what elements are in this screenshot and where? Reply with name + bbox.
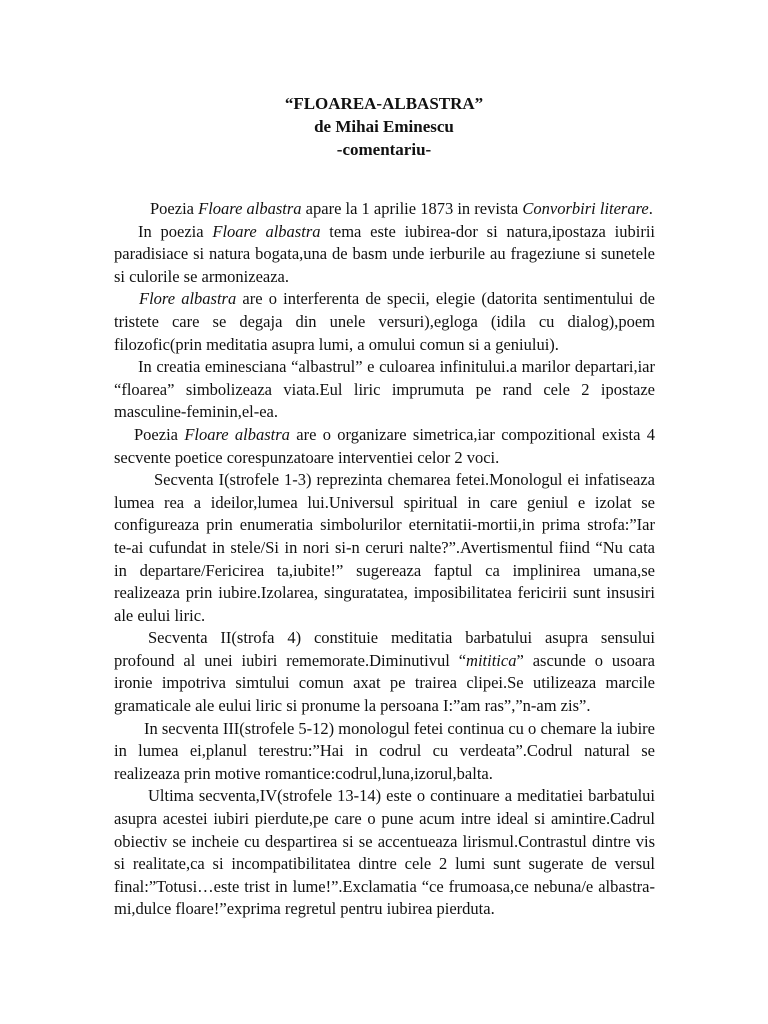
- paragraph-7: [114, 627, 655, 717]
- paragraph-5-italic-title: Floare albastra: [184, 424, 290, 444]
- paragraph-1: [114, 198, 655, 221]
- paragraph-2-italic-title: Floare albastra: [212, 221, 321, 241]
- paragraph-5: [114, 424, 655, 469]
- author-line: de Mihai Eminescu: [314, 117, 454, 136]
- paragraph-3-italic-title: Flore albastra: [139, 289, 237, 309]
- paragraph-2: [114, 221, 655, 289]
- paragraph-1-italic-magazine: Convorbiri literare: [522, 199, 649, 218]
- paragraph-2-text-c: tema este iubirea-dor si natura,ipostaza iubirii paradisiace si natura bogata,una de basm unde ierburile au frageziune si sunetele si culorile se armonizeaza.: [114, 221, 656, 286]
- paragraph-5-text-c: are o organizare simetrica,iar compozitional exista 4 secvente poetice corespunzatoare interventiei celor 2 voci.: [114, 424, 656, 467]
- paragraph-1-text-c: apare la 1 aprilie 1873 in revista: [301, 199, 523, 218]
- paragraph-6-text: Secventa I(strofele 1-3) reprezinta chemarea fetei.Monologul ei infatiseaza lumea rea a ideilor,lumea lui.Universul spiritual in care geniul e izolat se configureaza prin enumeratia simbolurilor eternitatii-mortii,in prima strofa:”Iar te-ai cufundat in stele/Si in nori si-n ceruri nalte?”.Avertismentul fiind “Nu cata in departare/Fericirea ta,iubite!” sugereaza faptul ca implinirea umana,se realizeaza prin iubire.Izolarea, singuratatea, imposibilitatea fericirii sunt insusiri ale eului liric.: [114, 470, 655, 625]
- paragraph-6: [114, 469, 655, 627]
- paragraph-2-text-a: In poezia: [138, 221, 213, 241]
- paragraph-4: [114, 356, 655, 424]
- paragraph-7-text-a: Secventa II(strofa 4) constituie meditatia barbatului asupra sensului profound al unei iubiri rememorate.Diminutivul “: [114, 628, 655, 670]
- paragraph-5-text-a: Poezia: [134, 424, 185, 444]
- paragraph-9: [114, 785, 655, 921]
- title-block: [0, 92, 768, 161]
- paragraph-1-italic-title: Floare albastra: [198, 199, 302, 218]
- subtitle: -comentariu-: [336, 140, 432, 159]
- paragraph-7-italic-word: mititica: [466, 650, 517, 670]
- page-title: “FLOAREA-ALBASTRA”: [284, 94, 484, 113]
- document-body: [114, 198, 655, 921]
- paragraph-3: [114, 288, 655, 356]
- paragraph-8-text: In secventa III(strofele 5-12) monologul fetei continua cu o chemare la iubire in lumea ei,planul terestru:”Hai in codrul cu verdeata”.Codrul natural se realizeaza prin motive romantice:codrul,luna,izorul,balta.: [114, 718, 655, 783]
- paragraph-8: [114, 718, 655, 786]
- paragraph-3-text-b: are o interferenta de specii, elegie (datorita sentimentului de tristete care se degaja din unele versuri),egloga (idila cu dialog),poem filozofic(prin meditatia asupra lumi, a omului comun si a geniului).: [114, 289, 655, 354]
- paragraph-9-text: Ultima secventa,IV(strofele 13-14) este o continuare a meditatiei barbatului asupra acestei iubiri pierdute,pe care o pune acum intre ideal si amintire.Cadrul obiectiv se incheie cu despartirea si se accentueaza lirismul.Contrastul dintre vis si realitate,ca si incompatibilitatea dintre cele 2 lumi sunt sugerate de versul final:”Totusi…este trist in lume!”.Exclamatia “ce frumoasa,ce nebuna/e albastra-mi,dulce floare!”exprima regretul pentru iubirea pierduta.: [114, 786, 655, 919]
- paragraph-4-text: In creatia eminesciana “albastrul” e culoarea infinitului.a marilor departari,iar “floarea” simbolizeaza viata.Eul liric imprumuta pe rand cele 2 ipostaze masculine-feminin,el-ea.: [114, 357, 655, 422]
- paragraph-1-text-a: Poezia: [150, 199, 199, 218]
- paragraph-1-text-e: .: [648, 199, 653, 218]
- paragraph-7-text-c: ” ascunde o usoara ironie impotriva simtului comun axat pe trairea clipei.Se utilizeaza marcile gramaticale ale eului liric si pronume la persoana I:”am ras”,”n-am zis”.: [114, 650, 655, 716]
